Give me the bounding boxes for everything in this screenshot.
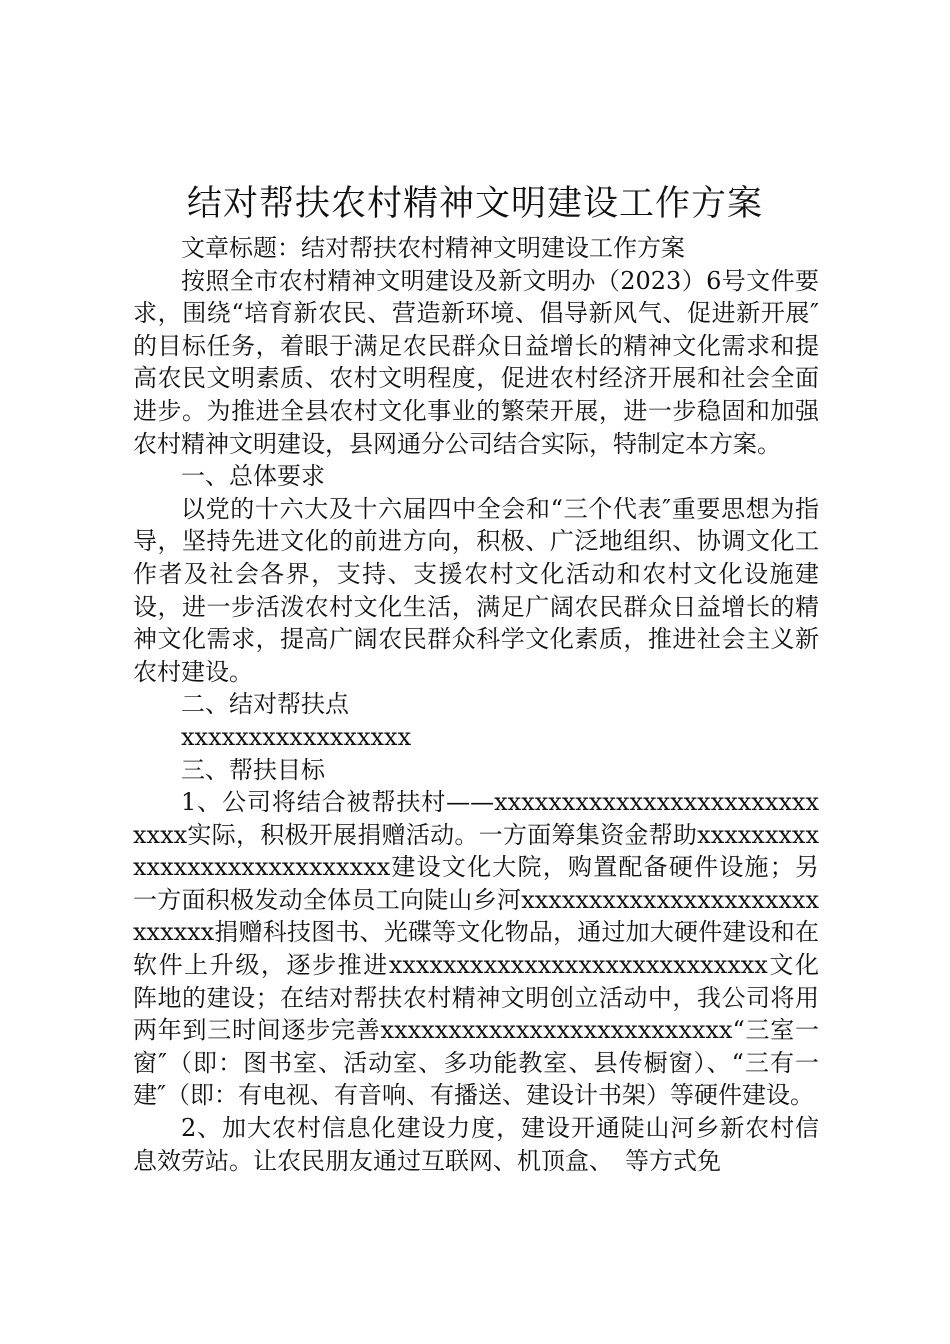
document-title: 结对帮扶农村精神文明建设工作方案	[186, 184, 763, 224]
intro-paragraph: 按照全市农村精神文明建设及新文明办（2023）6号文件要求，围绕“培育新农民、营造新环境、倡导新风气、促进新开展″的目标任务，着眼于满足农民群众日益增长的精神文化需求和提高农民文明素质、农村文明程度，促进农村经济开展和社会全面进步。为推进全县农村文化事业的繁荣开展，进一步稳固和加强农村精神文明建设，县网通分公司结合实际，特制定本方案。	[133, 266, 819, 458]
section-heading-paired-assistance-point: 二、结对帮扶点	[181, 690, 349, 719]
overall-requirements-paragraph: 以党的十六大及十六届四中全会和“三个代表″重要思想为指导，坚持先进文化的前进方向，积极、广泛地组织、协调文化工作者及社会各界，支持、支援农村文化活动和农村文化设施建设，进一步活泼农村文化生活，满足广阔农民群众日益增长的精神文化需求，提高广阔农民群众科学文化素质，推进社会主义新农村建设。	[133, 494, 819, 686]
goal-item-1-paragraph: 1、公司将结合被帮扶村——xxxxxxxxxxxxxxxxxxxxxxxxxxxx实际，积极开展捐赠活动。一方面筹集资金帮助xxxxxxxxxxxxxxxxxxxxxxxxxxxx建设文化大院，购置配备硬件设施；另一方面积极发动全体员工向陡山乡河xxxxxxxxxxxxxxxxxxxxxxxxxxxx捐赠科技图书、光碟等文化物品，通过加大硬件建设和在软件上升级，逐步推进xxxxxxxxxxxxxxxxxxxxxxxxxxxx文化阵地的建设；在结对帮扶农村精神文明创立活动中，我公司将用两年到三时间逐步完善xxxxxxxxxxxxxxxxxxxxxxxxxx“三室一窗″（即：图书室、活动室、多功能教室、县传橱窗）、“三有一建″（即：有电视、有音响、有播送、建设计书架）等硬件建设。	[133, 788, 819, 1110]
goal-item-2-paragraph: 2、加大农村信息化建设力度，建设开通陡山河乡新农村信息效劳站。让农民朋友通过互联网、机顶盒、 等方式免	[133, 1114, 819, 1175]
section-heading-overall-requirements: 一、总体要求	[181, 462, 325, 491]
document-body	[133, 232, 819, 1177]
paired-assistance-point-paragraph: xxxxxxxxxxxxxxxxx	[181, 722, 412, 751]
section-heading-assistance-goals: 三、帮扶目标	[181, 755, 325, 784]
article-title-line: 文章标题：结对帮扶农村精神文明建设工作方案	[181, 234, 685, 262]
